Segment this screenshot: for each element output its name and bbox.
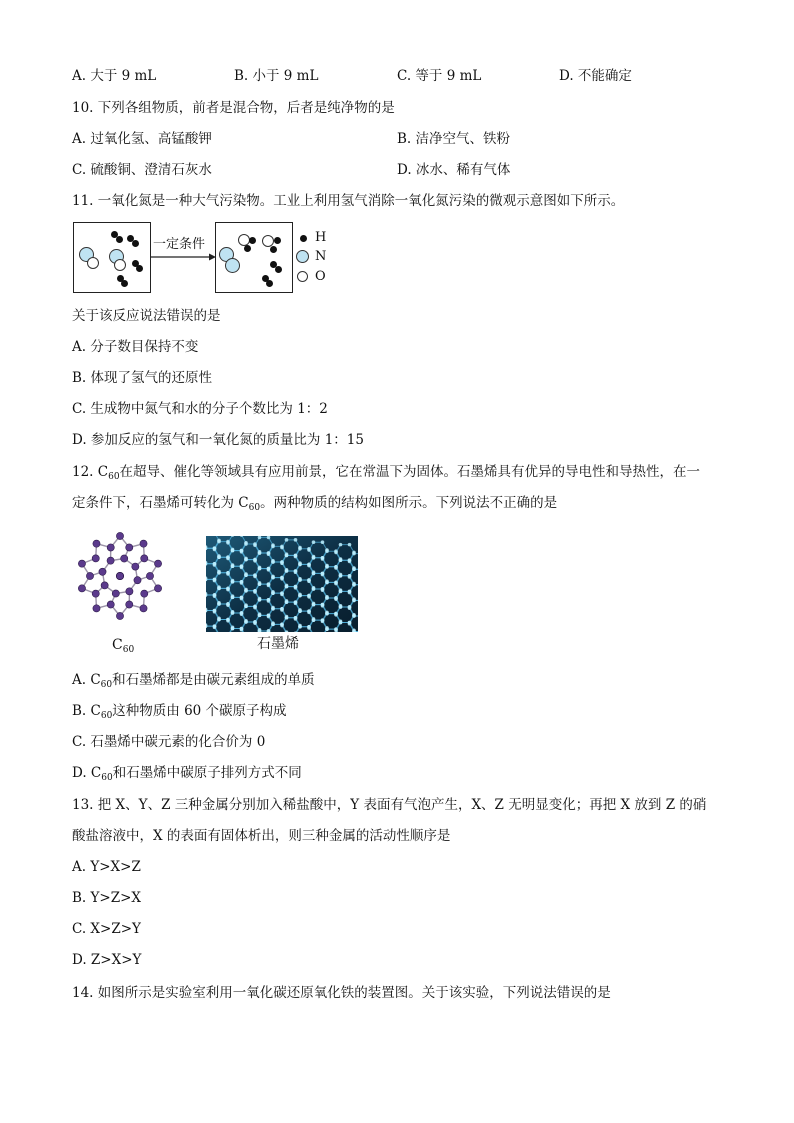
graphene-carbon-atom xyxy=(325,596,329,600)
c60-carbon-atom xyxy=(154,560,161,567)
q9-option-a: A. 大于 9 mL xyxy=(72,68,157,84)
graphene-carbon-atom xyxy=(321,572,325,576)
graphene-carbon-atom xyxy=(280,546,284,550)
graphene-carbon-atom xyxy=(253,606,257,610)
q11-question: 关于该反应说法错误的是 xyxy=(72,308,221,324)
q12-option-a: A. $C_{60}$和石墨烯都是由碳元素组成的单质 xyxy=(72,672,315,690)
graphene-image xyxy=(206,536,358,632)
graphene-carbon-atom xyxy=(226,572,230,576)
hydrogen-atom xyxy=(116,236,123,243)
c60-carbon-atom xyxy=(78,560,85,567)
hydrogen-atom xyxy=(249,237,256,244)
graphene-carbon-atom xyxy=(271,623,275,627)
c60-carbon-atom xyxy=(93,605,100,612)
c60-carbon-atom xyxy=(116,532,123,539)
q11-stem: 11. 一氧化氮是一种大气污染物。工业上利用氢气消除一氧化氮污染的微观示意图如下所示。 xyxy=(72,193,625,209)
graphene-carbon-atom xyxy=(267,567,271,571)
graphene-carbon-atom xyxy=(307,595,311,599)
c60-carbon-atom xyxy=(140,540,147,547)
graphene-carbon-atom xyxy=(294,538,298,542)
graphene-carbon-atom xyxy=(240,596,244,600)
graphene-carbon-atom xyxy=(217,602,221,606)
q12-option-c: C. 石墨烯中碳元素的化合价为 0 xyxy=(72,734,266,750)
graphene-carbon-atom xyxy=(240,611,244,615)
q13-stem-line2: 酸盐溶液中，X 的表面有固体析出，则三种金属的活动性顺序是 xyxy=(72,828,451,844)
graphene-carbon-atom xyxy=(307,548,311,552)
c60-carbon-atom xyxy=(141,555,148,562)
graphene-carbon-atom xyxy=(267,614,271,618)
c60-carbon-atom xyxy=(126,588,133,595)
graphene-carbon-atom xyxy=(217,555,221,559)
q13-option-d: D. Z>X>Y xyxy=(72,952,142,968)
graphene-carbon-atom xyxy=(339,605,343,609)
graphene-carbon-atom xyxy=(217,587,221,591)
c60-caption: $C_{60}$ xyxy=(112,637,135,655)
graphene-carbon-atom xyxy=(271,576,275,580)
graphene-carbon-atom xyxy=(217,571,221,575)
graphene-carbon-atom xyxy=(334,597,338,601)
q12-option-b: B. $C_{60}$这种物质由 60 个碳原子构成 xyxy=(72,703,287,721)
q9-option-c: C. 等于 9 mL xyxy=(397,68,482,84)
graphene-carbon-atom xyxy=(271,560,275,564)
graphene-carbon-atom xyxy=(213,562,217,566)
c60-carbon-atom xyxy=(107,601,114,608)
graphene-carbon-atom xyxy=(325,612,329,616)
graphene-carbon-atom xyxy=(280,561,284,565)
graphene-carbon-atom xyxy=(244,558,248,562)
graphene-carbon-atom xyxy=(226,588,230,592)
graphene-carbon-atom xyxy=(280,608,284,612)
c60-carbon-atom xyxy=(86,572,93,579)
graphene-carbon-atom xyxy=(231,596,235,600)
graphene-carbon-atom xyxy=(334,613,338,617)
c60-carbon-atom xyxy=(116,572,123,579)
graphene-carbon-atom xyxy=(339,590,343,594)
graphene-carbon-atom xyxy=(298,625,302,629)
hydrogen-atom xyxy=(270,246,277,253)
graphene-carbon-atom xyxy=(240,549,244,553)
graphene-carbon-atom xyxy=(213,624,217,628)
graphene-carbon-atom xyxy=(285,600,289,604)
c60-carbon-atom xyxy=(132,563,139,570)
q10-stem: 10. 下列各组物质，前者是混合物，后者是纯净物的是 xyxy=(72,100,395,116)
graphene-carbon-atom xyxy=(352,583,356,587)
graphene-carbon-atom xyxy=(226,541,230,545)
graphene-carbon-atom xyxy=(258,551,262,555)
graphene-carbon-atom xyxy=(352,567,356,571)
graphene-carbon-atom xyxy=(231,627,235,631)
q10-option-a: A. 过氧化氢、高锰酸钾 xyxy=(72,131,212,147)
c60-carbon-atom xyxy=(146,572,153,579)
graphene-carbon-atom xyxy=(213,593,217,597)
graphene-carbon-atom xyxy=(240,627,244,631)
graphene-carbon-atom xyxy=(217,540,221,544)
hydrogen-atom xyxy=(121,280,128,287)
legend-h-label: H xyxy=(315,230,327,245)
q9-option-b: B. 小于 9 mL xyxy=(234,68,319,84)
graphene-carbon-atom xyxy=(348,621,352,625)
c60-carbon-atom xyxy=(140,605,147,612)
graphene-carbon-atom xyxy=(258,598,262,602)
c60-carbon-atom xyxy=(92,555,99,562)
oxygen-atom xyxy=(114,259,126,271)
graphene-carbon-atom xyxy=(285,585,289,589)
c60-carbon-atom xyxy=(116,612,123,619)
graphene-carbon-atom xyxy=(321,556,325,560)
c60-carbon-atom xyxy=(101,582,108,589)
graphene-carbon-atom xyxy=(280,624,284,628)
graphene-carbon-atom xyxy=(339,574,343,578)
graphene-carbon-atom xyxy=(312,540,316,544)
graphene-carbon-atom xyxy=(285,554,289,558)
graphene-carbon-atom xyxy=(352,552,356,556)
graphene-carbon-atom xyxy=(298,609,302,613)
graphene-carbon-atom xyxy=(253,543,257,547)
graphene-carbon-atom xyxy=(298,578,302,582)
c60-carbon-atom xyxy=(126,601,133,608)
graphene-carbon-atom xyxy=(271,591,275,595)
c60-carbon-atom xyxy=(112,590,119,597)
q11-option-a: A. 分子数目保持不变 xyxy=(72,339,199,355)
graphene-carbon-atom xyxy=(267,598,271,602)
graphene-carbon-atom xyxy=(213,609,217,613)
graphene-carbon-atom xyxy=(244,605,248,609)
graphene-carbon-atom xyxy=(321,587,325,591)
q11-option-c: C. 生成物中氮气和水的分子个数比为 1：2 xyxy=(72,401,328,417)
c60-carbon-atom xyxy=(107,557,114,564)
q12-stem-line2: 定条件下，石墨烯可转化为 $C_{60}$。两种物质的结构如图所示。下列说法不正确的是 xyxy=(72,495,558,513)
graphene-carbon-atom xyxy=(325,627,329,631)
graphene-carbon-atom xyxy=(294,600,298,604)
graphene-carbon-atom xyxy=(325,565,329,569)
c60-carbon-atom xyxy=(78,585,85,592)
hydrogen-atom xyxy=(132,240,139,247)
graphene-carbon-atom xyxy=(298,563,302,567)
products-box xyxy=(215,222,293,293)
graphene-carbon-atom xyxy=(321,540,325,544)
q12-stem-line1: 12. $C_{60}$在超导、催化等领域具有应用前景，它在常温下为固体。石墨烯具有优异的导电性和导热性，在一 xyxy=(72,464,701,482)
graphene-carbon-atom xyxy=(312,572,316,576)
graphene-carbon-atom xyxy=(307,611,311,615)
c60-carbon-atom xyxy=(141,590,148,597)
q9-option-d: D. 不能确定 xyxy=(559,68,632,84)
graphene-carbon-atom xyxy=(226,603,230,607)
graphene-carbon-atom xyxy=(307,564,311,568)
graphene-carbon-atom xyxy=(258,582,262,586)
graphene-carbon-atom xyxy=(280,593,284,597)
graphene-carbon-atom xyxy=(217,618,221,622)
graphene-carbon-atom xyxy=(334,566,338,570)
graphene-carbon-atom xyxy=(325,581,329,585)
nitrogen-atom xyxy=(225,258,240,273)
graphene-carbon-atom xyxy=(213,578,217,582)
q13-option-a: A. Y>X>Z xyxy=(72,859,141,875)
c60-carbon-atom xyxy=(99,568,106,575)
graphene-carbon-atom xyxy=(312,587,316,591)
graphene-carbon-atom xyxy=(321,618,325,622)
reaction-arrow xyxy=(149,252,217,262)
graphene-carbon-atom xyxy=(244,542,248,546)
graphene-carbon-atom xyxy=(231,549,235,553)
graphene-carbon-atom xyxy=(231,564,235,568)
legend-n-label: N xyxy=(315,249,327,264)
graphene-carbon-atom xyxy=(298,547,302,551)
graphene-carbon-atom xyxy=(352,614,356,618)
graphene-carbon-atom xyxy=(285,538,289,542)
graphene-carbon-atom xyxy=(253,590,257,594)
graphene-carbon-atom xyxy=(348,574,352,578)
legend-o-label: O xyxy=(315,269,326,284)
hydrogen-atom xyxy=(136,265,143,272)
graphene-carbon-atom xyxy=(213,546,217,550)
graphene-carbon-atom xyxy=(267,551,271,555)
reactants-box xyxy=(73,222,151,293)
graphene-carbon-atom xyxy=(231,611,235,615)
graphene-carbon-atom xyxy=(352,599,356,603)
graphene-carbon-atom xyxy=(339,621,343,625)
graphene-carbon-atom xyxy=(312,556,316,560)
graphene-carbon-atom xyxy=(271,607,275,611)
graphene-carbon-atom xyxy=(294,585,298,589)
c60-carbon-atom xyxy=(93,540,100,547)
q14-stem: 14. 如图所示是实验室利用一氧化碳还原氧化铁的装置图。关于该实验，下列说法错误的是 xyxy=(72,985,611,1001)
graphene-carbon-atom xyxy=(334,551,338,555)
q10-option-c: C. 硫酸铜、澄清石灰水 xyxy=(72,162,212,178)
legend-oxygen-icon xyxy=(297,271,308,282)
graphene-carbon-atom xyxy=(307,626,311,630)
q10-option-d: D. 冰水、稀有气体 xyxy=(397,162,511,178)
c60-carbon-atom xyxy=(107,544,114,551)
graphene-carbon-atom xyxy=(244,589,248,593)
hydrogen-atom xyxy=(244,245,251,252)
legend-hydrogen-icon xyxy=(300,235,307,242)
reaction-condition-label: 一定条件 xyxy=(153,237,206,252)
graphene-carbon-atom xyxy=(240,580,244,584)
graphene-carbon-atom xyxy=(244,620,248,624)
graphene-carbon-atom xyxy=(253,559,257,563)
graphene-carbon-atom xyxy=(307,579,311,583)
graphene-carbon-atom xyxy=(348,558,352,562)
graphene-carbon-atom xyxy=(285,616,289,620)
graphene-carbon-atom xyxy=(321,603,325,607)
c60-carbon-atom xyxy=(126,544,133,551)
q11-option-d: D. 参加反应的氢气和一氧化氮的质量比为 1：15 xyxy=(72,432,364,448)
hydrogen-atom xyxy=(275,266,282,273)
hydrogen-atom xyxy=(266,280,273,287)
graphene-carbon-atom xyxy=(294,569,298,573)
graphene-carbon-atom xyxy=(339,558,343,562)
graphene-carbon-atom xyxy=(294,554,298,558)
graphene-carbon-atom xyxy=(226,557,230,561)
graphene-carbon-atom xyxy=(258,614,262,618)
graphene-carbon-atom xyxy=(253,621,257,625)
graphene-carbon-atom xyxy=(271,545,275,549)
c60-carbon-atom xyxy=(92,590,99,597)
graphene-carbon-atom xyxy=(334,582,338,586)
graphene-carbon-atom xyxy=(231,580,235,584)
graphene-carbon-atom xyxy=(280,577,284,581)
graphene-carbon-atom xyxy=(348,590,352,594)
graphene-carbon-atom xyxy=(285,569,289,573)
graphene-carbon-atom xyxy=(325,549,329,553)
graphene-carbon-atom xyxy=(298,594,302,598)
graphene-carbon-atom xyxy=(240,564,244,568)
graphene-carbon-atom xyxy=(339,543,343,547)
c60-carbon-atom xyxy=(121,555,128,562)
graphene-carbon-atom xyxy=(294,616,298,620)
graphene-carbon-atom xyxy=(244,573,248,577)
graphene-carbon-atom xyxy=(267,582,271,586)
graphene-carbon-atom xyxy=(312,618,316,622)
q11-option-b: B. 体现了氢气的还原性 xyxy=(72,370,213,386)
q13-option-b: B. Y>Z>X xyxy=(72,890,142,906)
graphene-caption: 石墨烯 xyxy=(257,636,299,652)
graphene-carbon-atom xyxy=(253,575,257,579)
q13-option-c: C. X>Z>Y xyxy=(72,921,141,937)
graphene-carbon-atom xyxy=(312,603,316,607)
graphene-carbon-atom xyxy=(258,567,262,571)
legend-nitrogen-icon xyxy=(296,250,309,263)
graphene-carbon-atom xyxy=(226,619,230,623)
hydrogen-atom xyxy=(274,237,281,244)
c60-carbon-atom xyxy=(154,585,161,592)
graphene-carbon-atom xyxy=(348,605,352,609)
q12-option-d: D. $C_{60}$和石墨烯中碳原子排列方式不同 xyxy=(72,765,302,783)
c60-carbon-atom xyxy=(134,577,141,584)
oxygen-atom xyxy=(87,257,99,269)
q13-stem-line1: 13. 把 X、Y、Z 三种金属分别加入稀盐酸中，Y 表面有气泡产生，X、Z 无明显变化；再把 X 放到 Z 的硝 xyxy=(72,797,707,813)
c60-molecule-image xyxy=(70,526,170,626)
graphene-carbon-atom xyxy=(348,543,352,547)
graphene-carbon-atom xyxy=(334,629,338,632)
q10-option-b: B. 洁净空气、铁粉 xyxy=(397,131,511,147)
